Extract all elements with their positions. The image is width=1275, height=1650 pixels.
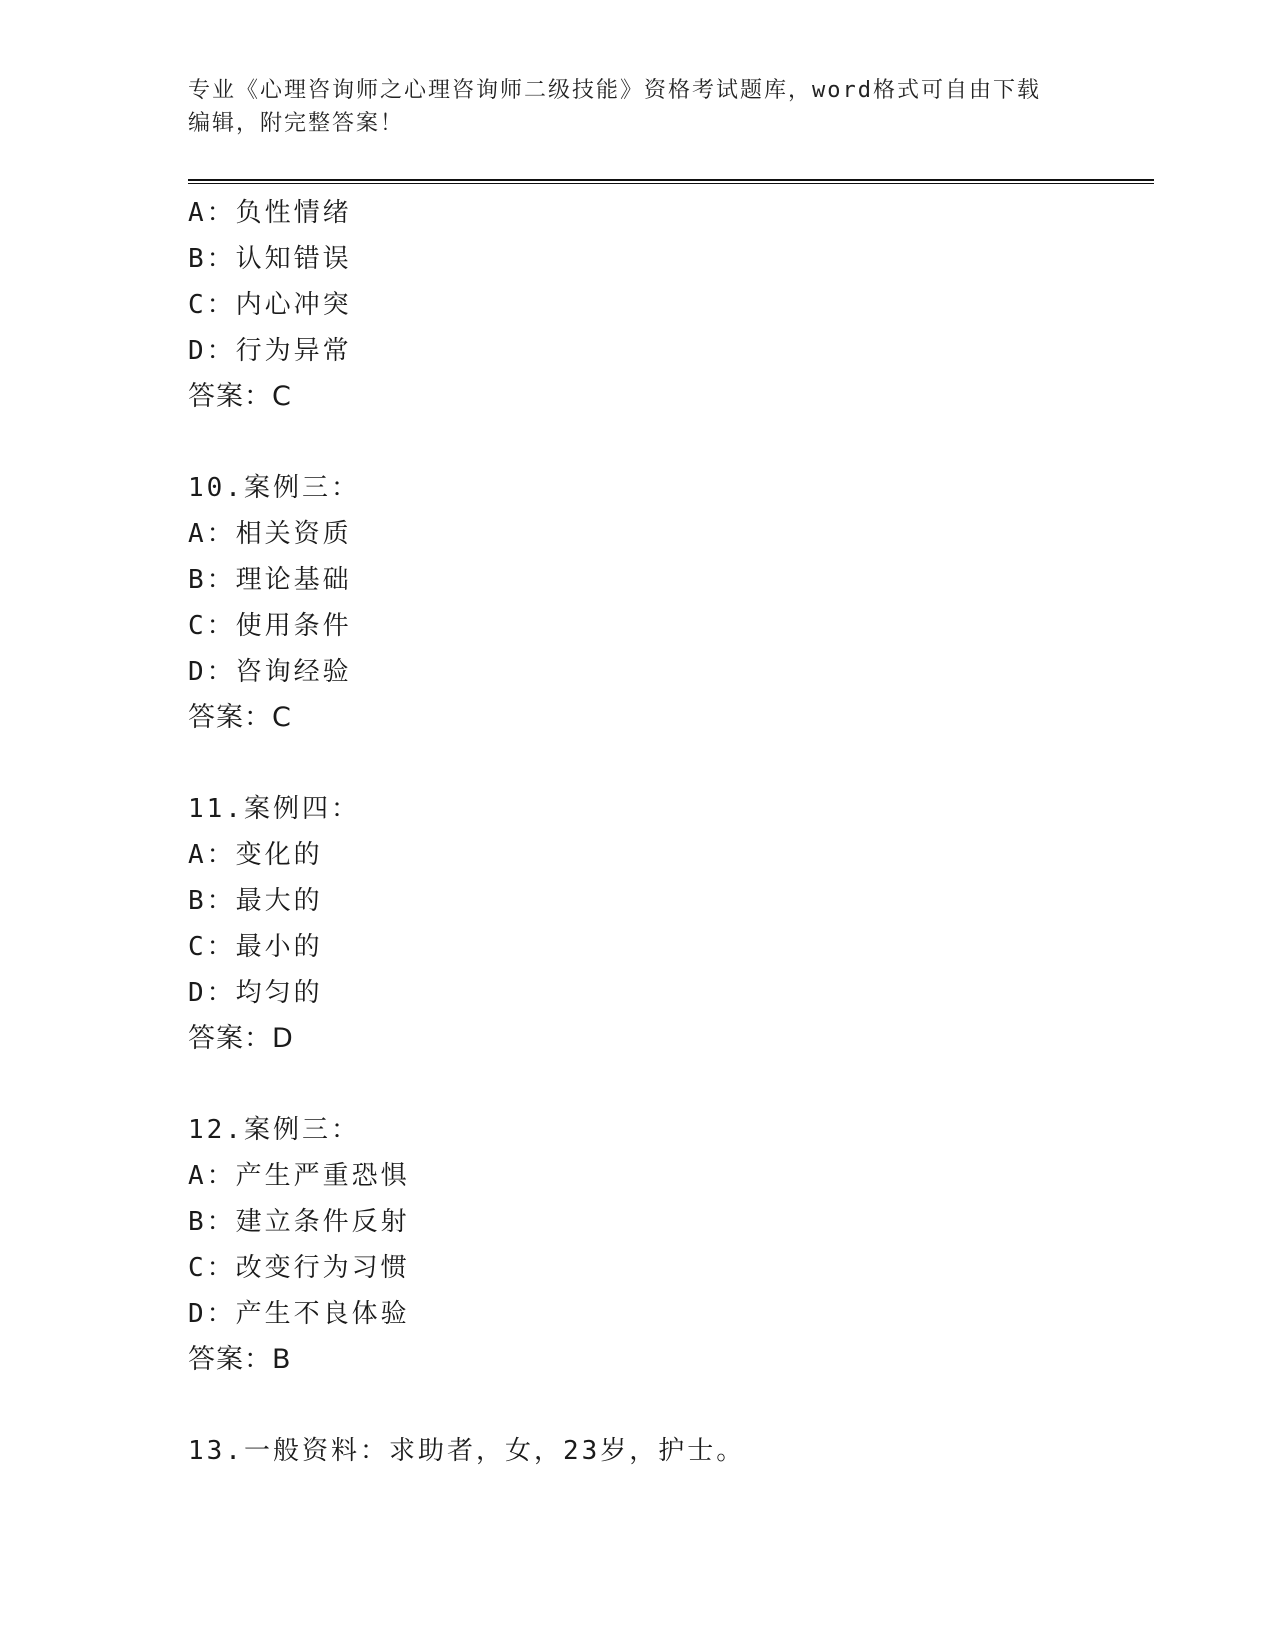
question-12 bbox=[188, 1107, 1154, 1383]
spacer bbox=[188, 1383, 1154, 1428]
option-d: D：均匀的 bbox=[188, 978, 323, 1008]
question-13 bbox=[188, 1428, 1154, 1474]
header-divider bbox=[188, 179, 1154, 184]
question-stem: 13.一般资料：求助者，女，23岁，护士。 bbox=[188, 1436, 746, 1466]
question-stem: 12.案例三： bbox=[188, 1115, 360, 1145]
answer: 答案：D bbox=[188, 1023, 294, 1054]
answer: 答案：C bbox=[188, 381, 292, 412]
option-a: A：负性情绪 bbox=[188, 198, 352, 228]
option-a: A：产生严重恐惧 bbox=[188, 1161, 410, 1191]
spacer bbox=[188, 1062, 1154, 1107]
option-d: D：产生不良体验 bbox=[188, 1299, 410, 1329]
header-line-1: 专业《心理咨询师之心理咨询师二级技能》资格考试题库，word格式可自由下载 bbox=[188, 78, 1041, 103]
question-11 bbox=[188, 786, 1154, 1062]
option-a: A：变化的 bbox=[188, 840, 323, 870]
document-header bbox=[188, 74, 1068, 140]
option-c: C：内心冲突 bbox=[188, 290, 352, 320]
option-c: C：最小的 bbox=[188, 932, 323, 962]
question-list bbox=[188, 190, 1154, 1474]
option-c: C：使用条件 bbox=[188, 611, 352, 641]
option-b: B：理论基础 bbox=[188, 565, 352, 595]
question-10 bbox=[188, 465, 1154, 741]
answer: 答案：B bbox=[188, 1344, 292, 1375]
option-b: B：建立条件反射 bbox=[188, 1207, 410, 1237]
option-a: A：相关资质 bbox=[188, 519, 352, 549]
option-d: D：行为异常 bbox=[188, 336, 352, 366]
option-b: B：最大的 bbox=[188, 886, 323, 916]
answer: 答案：C bbox=[188, 702, 292, 733]
spacer bbox=[188, 741, 1154, 786]
spacer bbox=[188, 420, 1154, 465]
option-d: D：咨询经验 bbox=[188, 657, 352, 687]
header-line-2: 编辑，附完整答案！ bbox=[188, 111, 405, 136]
question-stem: 11.案例四： bbox=[188, 794, 360, 824]
option-b: B：认知错误 bbox=[188, 244, 352, 274]
question-9 bbox=[188, 190, 1154, 420]
option-c: C：改变行为习惯 bbox=[188, 1253, 410, 1283]
question-stem: 10.案例三： bbox=[188, 473, 360, 503]
